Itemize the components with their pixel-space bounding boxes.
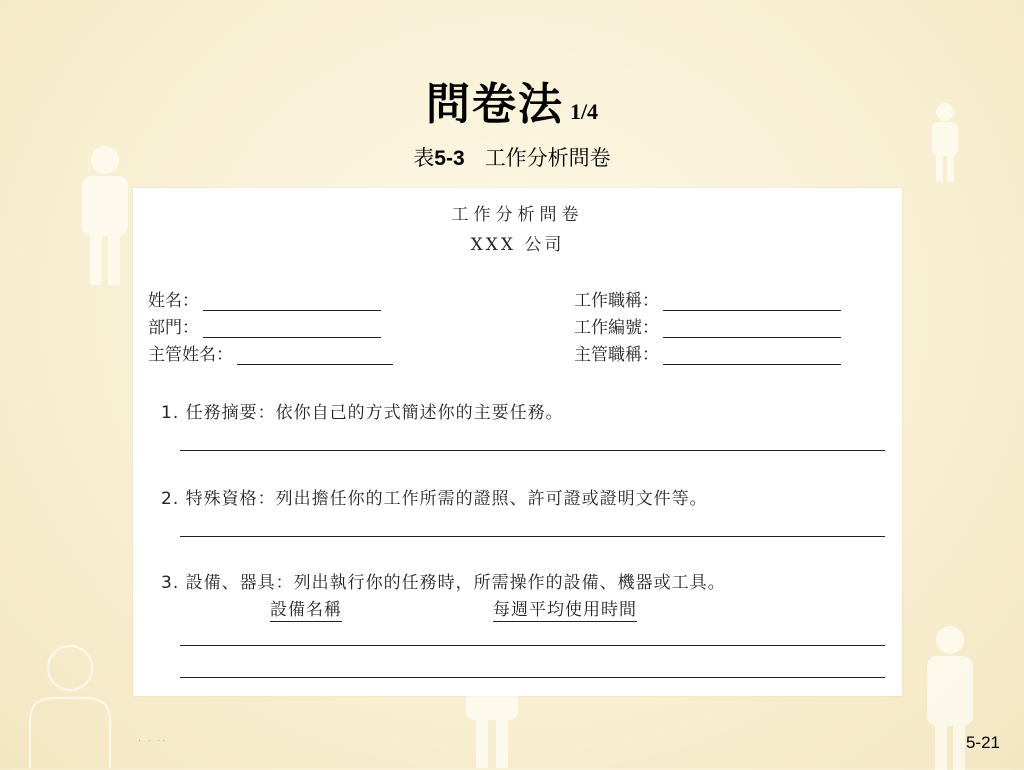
slide-title-text: 問卷法: [425, 79, 564, 130]
slide-title: [0, 68, 1024, 132]
question-2: 2. 特殊資格：列出擔任你的工作所需的證照、許可證或證明文件等。: [161, 489, 708, 509]
job-analysis-form: [133, 188, 902, 696]
field-supervisor-title: [574, 340, 841, 365]
column-weekly-usage-time: 每週平均使用時間: [493, 595, 637, 622]
slide-title-page: 1/4: [569, 99, 599, 124]
answer-line-3b: [180, 677, 885, 678]
question-3: 3. 設備、器具：列出執行你的任務時，所需操作的設備、機器或工具。: [161, 573, 726, 593]
form-title: 工作分析問卷: [451, 205, 584, 225]
field-label: 工作編號：: [574, 318, 659, 338]
answer-line-3a: [180, 645, 885, 646]
field-job-number: [574, 313, 841, 338]
field-label: 主管職稱：: [574, 345, 659, 365]
field-supervisor-name: [148, 340, 393, 365]
field-blank: [203, 292, 381, 311]
field-blank: [237, 346, 393, 365]
column-equipment-name: 設備名稱: [270, 595, 342, 622]
person-silhouette-bottom-center: [462, 690, 522, 768]
caption-prefix: 表: [413, 146, 435, 170]
field-label: 部門：: [148, 318, 199, 338]
field-department: [148, 313, 381, 338]
question-1: 1. 任務摘要：依你自己的方式簡述你的主要任務。: [161, 403, 564, 423]
field-name: [148, 286, 381, 311]
footer-marks: . . ..: [138, 734, 168, 744]
caption-text: 工作分析問卷: [484, 146, 611, 170]
answer-line-2: [180, 536, 885, 537]
field-label: 工作職稱：: [574, 291, 659, 311]
table-caption: [0, 142, 1024, 172]
field-blank: [663, 346, 841, 365]
page-number: 5-21: [965, 733, 1000, 752]
field-label: 姓名：: [148, 291, 199, 311]
field-blank: [663, 292, 841, 311]
field-label: 主管姓名：: [148, 345, 233, 365]
field-job-title: [574, 286, 841, 311]
form-company: XXX 公司: [470, 235, 565, 255]
field-blank: [663, 319, 841, 338]
answer-line-1: [180, 450, 885, 451]
caption-number: 5-3: [434, 147, 465, 170]
person-outline-bottom-left: [20, 640, 120, 768]
field-blank: [203, 319, 381, 338]
